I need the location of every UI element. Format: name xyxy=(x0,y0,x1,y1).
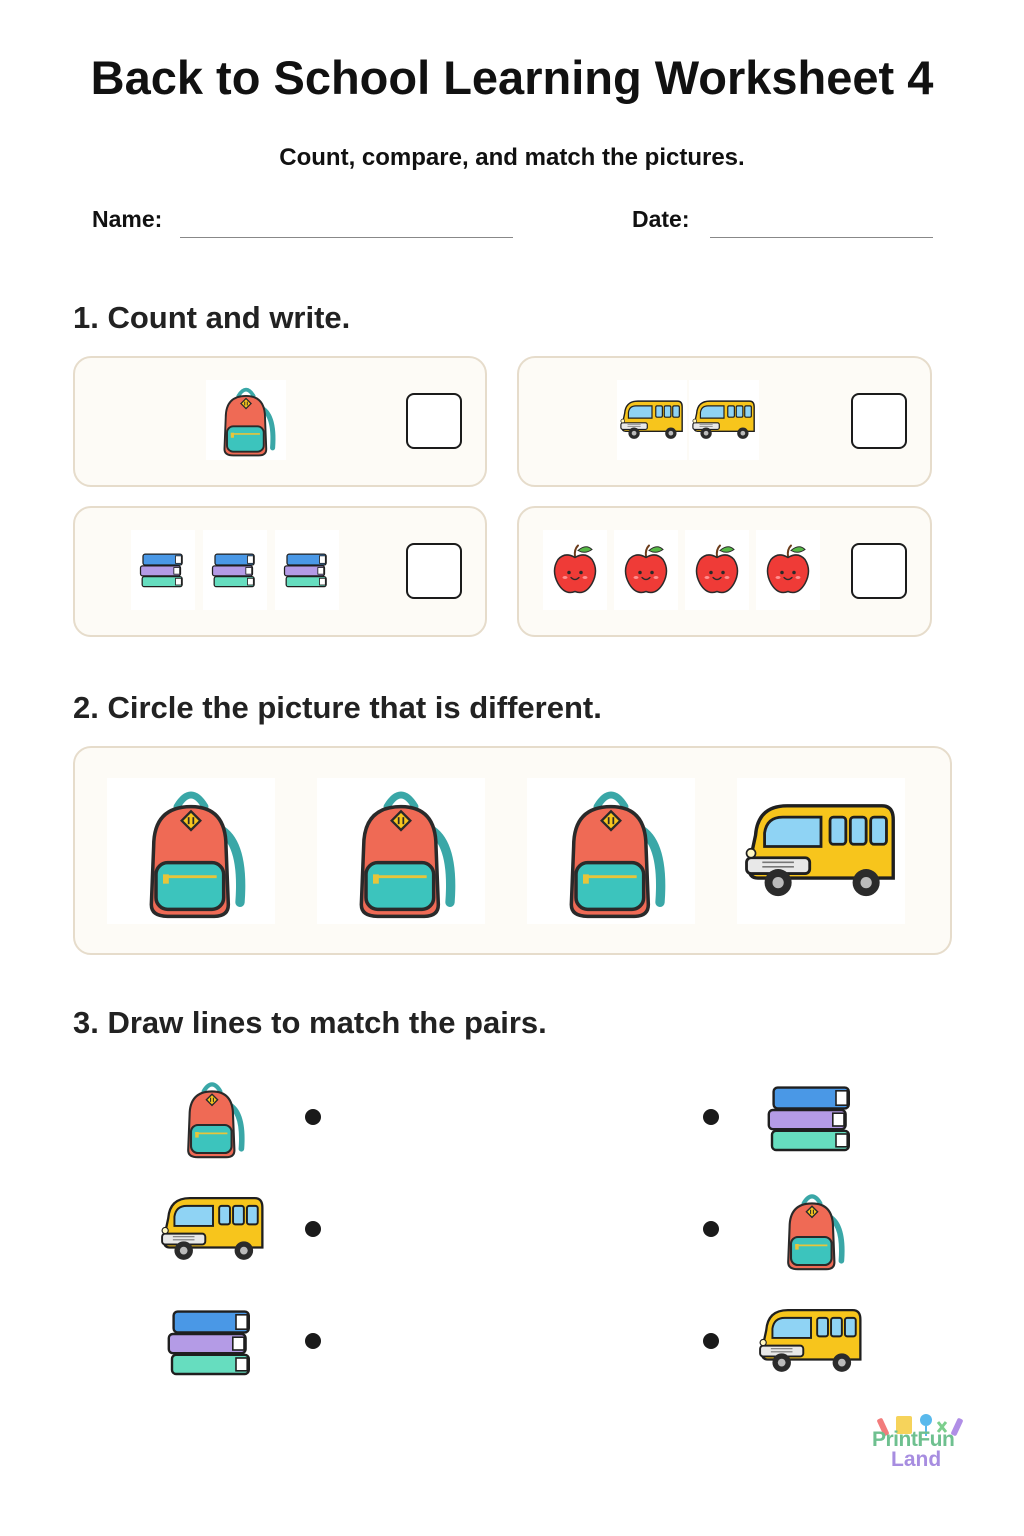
count-section-heading: 1. Count and write. xyxy=(73,300,351,335)
backpack-icon xyxy=(774,1188,850,1272)
apple-icon xyxy=(685,530,749,610)
count-card-backpack xyxy=(73,356,487,487)
backpack-icon[interactable] xyxy=(317,778,485,924)
school-bus-icon xyxy=(756,1298,866,1384)
match-dot-left[interactable] xyxy=(305,1221,321,1237)
different-card xyxy=(73,746,952,955)
match-dot-right[interactable] xyxy=(703,1221,719,1237)
date-label: Date: xyxy=(632,206,690,232)
match-dot-right[interactable] xyxy=(703,1333,719,1349)
school-bus-icon xyxy=(617,380,687,460)
count-card-bus xyxy=(517,356,932,487)
backpack-icon xyxy=(172,1076,252,1160)
match-dot-right[interactable] xyxy=(703,1109,719,1125)
count-answer-box[interactable] xyxy=(406,543,462,599)
count-answer-box[interactable] xyxy=(851,543,907,599)
backpack-icon xyxy=(206,380,286,460)
school-bus-icon[interactable] xyxy=(737,778,905,924)
count-answer-box[interactable] xyxy=(406,393,462,449)
different-section-heading: 2. Circle the picture that is different. xyxy=(73,690,602,725)
count-card-apples xyxy=(517,506,932,637)
worksheet-title: Back to School Learning Worksheet 4 xyxy=(90,51,934,104)
count-answer-box[interactable] xyxy=(851,393,907,449)
match-dot-left[interactable] xyxy=(305,1109,321,1125)
apple-icon xyxy=(756,530,820,610)
apple-icon xyxy=(614,530,678,610)
name-label: Name: xyxy=(92,206,163,232)
logo-line1: PrintFun xyxy=(872,1428,955,1451)
book-stack-icon xyxy=(275,530,339,610)
school-bus-icon xyxy=(158,1186,268,1272)
backpack-icon[interactable] xyxy=(107,778,275,924)
match-dot-left[interactable] xyxy=(305,1333,321,1349)
name-line[interactable] xyxy=(180,237,513,238)
book-stack-icon xyxy=(131,530,195,610)
book-stack-icon xyxy=(203,530,267,610)
backpack-icon[interactable] xyxy=(527,778,695,924)
count-card-books xyxy=(73,506,487,637)
school-bus-icon xyxy=(689,380,759,460)
worksheet-subtitle: Count, compare, and match the pictures. xyxy=(279,144,745,171)
match-section-heading: 3. Draw lines to match the pairs. xyxy=(73,1005,547,1040)
book-stack-icon xyxy=(162,1300,262,1384)
logo-line2: Land xyxy=(891,1448,942,1471)
date-line[interactable] xyxy=(710,237,933,238)
apple-icon xyxy=(543,530,607,610)
book-stack-icon xyxy=(762,1074,862,1162)
